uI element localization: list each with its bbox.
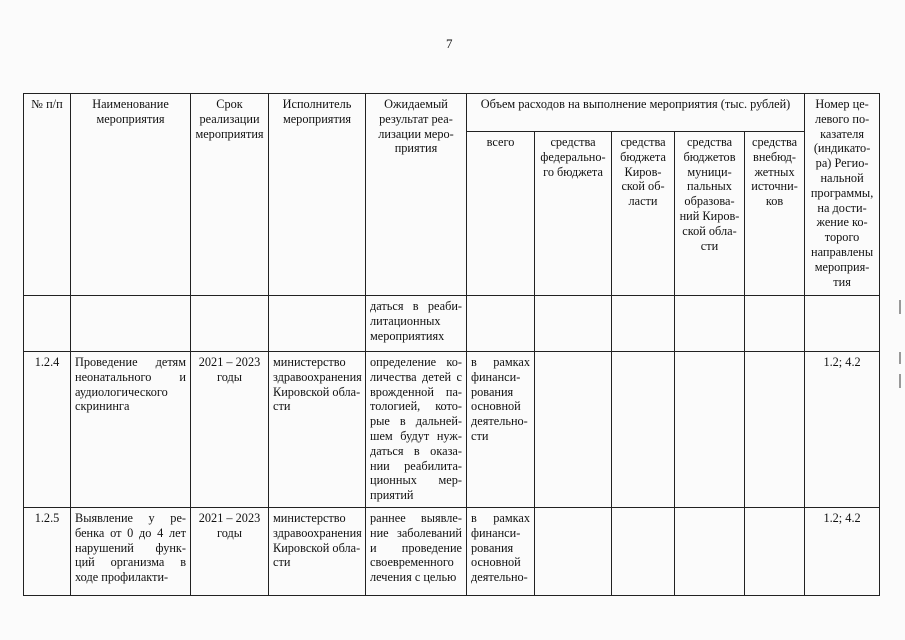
- row-num: 1.2.5: [24, 508, 71, 596]
- continuation-result: даться в реаби-литационных мероприятиях: [366, 296, 467, 352]
- row-period: 2021 – 2023 годы: [191, 508, 269, 596]
- row-total: в рамках финанси-рования основной деятельно-: [467, 508, 535, 596]
- row-executor: министерство здравоохранения Кировской обла-сти: [269, 508, 366, 596]
- row-executor: министерство здравоохранения Кировской обла-сти: [269, 352, 366, 508]
- header-name: Наименование мероприятия: [71, 94, 191, 296]
- header-extra: средства внебюд-жетных источни-ков: [745, 132, 805, 296]
- row-total: в рамках финанси-рования основной деятельно-сти: [467, 352, 535, 508]
- measures-table: [23, 93, 880, 596]
- row-name: Выявление у ре-бенка от 0 до 4 лет нарушений функ-ций организма в ходе профилакти-: [71, 508, 191, 596]
- header-result: Ожидаемый результат реа-лизации меро-приятия: [366, 94, 467, 296]
- scan-mark: [899, 374, 901, 388]
- header-federal: средства федерально-го бюджета: [535, 132, 612, 296]
- header-costs: Объем расходов на выполнение мероприятия (тыс. рублей): [467, 94, 805, 132]
- header-executor: Исполнитель мероприятия: [269, 94, 366, 296]
- scan-mark: [899, 300, 901, 314]
- header-indicator: Номер це-левого по-казателя (индикато-ра) Регио-нальной программы, на дости-жение ко-торого направлены мероприя-тия: [805, 94, 880, 296]
- header-period: Срок реализации мероприятия: [191, 94, 269, 296]
- header-regional: средства бюджета Киров-ской об-ласти: [612, 132, 675, 296]
- row-result: определение ко-личества детей с врожденной па-тологией, кото-рые в дальней-шем будут нуж-даться в оказа-нии реабилита-ционных мер-приятий: [366, 352, 467, 508]
- header-total: всего: [467, 132, 535, 296]
- row-num: 1.2.4: [24, 352, 71, 508]
- table-row: [24, 508, 880, 596]
- table-row: [24, 352, 880, 508]
- continuation-row: [24, 296, 880, 352]
- scan-mark: [899, 352, 901, 364]
- row-result: раннее выявле-ние заболеваний и проведение своевременного лечения с целью: [366, 508, 467, 596]
- row-indicator: 1.2; 4.2: [805, 352, 880, 508]
- row-period: 2021 – 2023 годы: [191, 352, 269, 508]
- row-indicator: 1.2; 4.2: [805, 508, 880, 596]
- header-municipal: средства бюджетов муници-пальных образова-ний Киров-ской обла-сти: [675, 132, 745, 296]
- page-number: 7: [446, 36, 453, 51]
- row-name: Проведение детям неонатального и аудиологического скрининга: [71, 352, 191, 508]
- header-num: № п/п: [24, 94, 71, 296]
